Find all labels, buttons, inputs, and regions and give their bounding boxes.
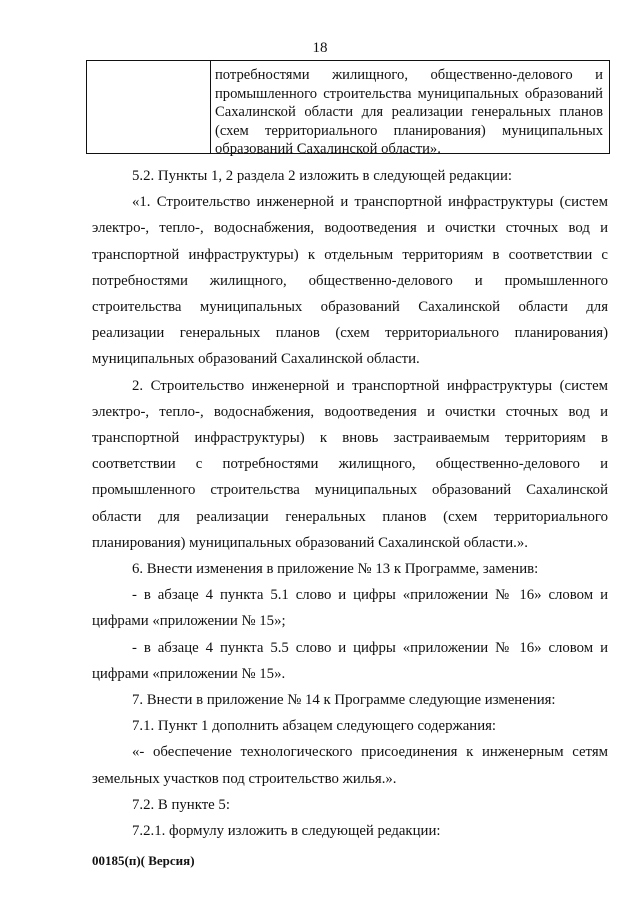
paragraph: 7.2.1. формулу изложить в следующей редакции: (132, 823, 441, 840)
paragraph: 5.2. Пункты 1, 2 раздела 2 изложить в следующей редакции: (132, 168, 513, 184)
paragraph: 7.1. Пункт 1 дополнить абзацем следующего содержания: (132, 718, 497, 735)
paragraph: - в абзаце 4 пункта 5.1 слово и цифры «приложении № 16» словом и цифрами «приложении № 15»; (92, 587, 608, 630)
table-cell-text: потребностями жилищного, общественно-делового и промышленного строительства муниципальных образований Сахалинской области для реализации генеральных планов (схем территориального планирования) муниципальных образований Сахалинской области». (215, 67, 603, 158)
table-column-divider (210, 61, 211, 153)
paragraph: 7. Внести в приложение № 14 к Программе следующие изменения: (132, 692, 556, 709)
paragraph: - в абзаце 4 пункта 5.5 слово и цифры «приложении № 16» словом и цифрами «приложении № 15». (92, 639, 608, 682)
paragraph: «1. Строительство инженерной и транспортной инфраструктуры (систем электро-, тепло-, водоснабжения, водоотведения и очистки сточных вод и транспортной инфраструктуры) к отдельным территориям в соответствии с потребностями жилищного, общественно-делового и промышленного строительства муниципальных образований Сахалинской области для реализации генеральных планов (схем территориального планирования) муниципальных образований Сахалинской области. (92, 194, 608, 368)
table-fragment (86, 60, 610, 158)
document-body (92, 163, 608, 844)
page-number: 18 (312, 40, 328, 56)
document-footer: 00185(п)( Версия) (92, 853, 195, 868)
paragraph: 2. Строительство инженерной и транспортной инфраструктуры (систем электро-, тепло-, водоснабжения, водоотведения и очистки сточных вод и транспортной инфраструктуры) к вновь застраиваемым территориям в соответствии с потребностями жилищного, общественно-делового и промышленного строительства муниципальных образований Сахалинской области для реализации генеральных планов (схем территориального планирования) муниципальных образований Сахалинской области.». (92, 377, 608, 551)
paragraph: «- обеспечение технологического присоединения к инженерным сетям земельных участков под строительство жилья.». (92, 744, 608, 787)
paragraph: 6. Внести изменения в приложение № 13 к Программе, заменив: (132, 561, 539, 578)
paragraph: 7.2. В пункте 5: (132, 796, 230, 813)
